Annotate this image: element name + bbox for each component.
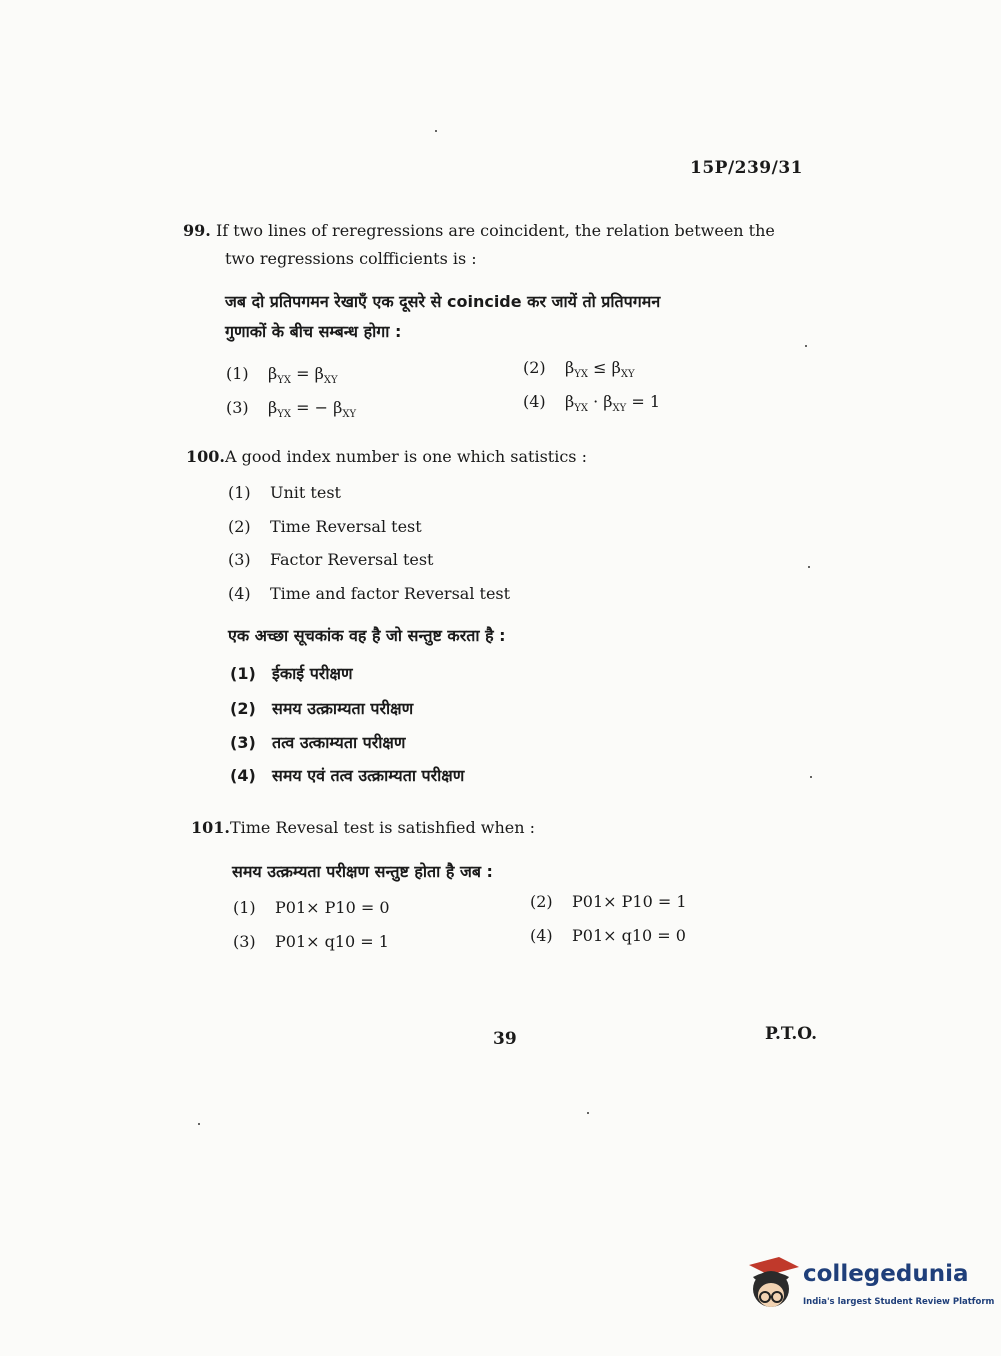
question-text-hi-line1: जब दो प्रतिपगमन रेखाएँ एक दूसरे से coincide कर जायें तो प्रतिपगमन (225, 291, 661, 311)
logo-brand-text: collegedunia (803, 1261, 969, 1287)
scan-speck (805, 345, 807, 347)
q101-option-1: (1) P01× P10 = 0 (233, 898, 390, 917)
q101-option-4: (4) P01× q10 = 0 (530, 926, 686, 945)
q100-en-option-2: (2) Time Reversal test (228, 517, 422, 536)
q100-en-option-1: (1) Unit test (228, 483, 341, 502)
logo-tagline: India's largest Student Review Platform (803, 1297, 995, 1307)
question-number: 99. (183, 221, 211, 240)
question-text-hi-line2: गुणाकों के बीच सम्बन्ध होगा : (225, 322, 402, 342)
q100-hi-option-1: (1) ईकाई परीक्षण (230, 664, 353, 683)
q99-option-4: (4) $\beta_{YX} \cdot \beta_{XY} = 1$ (523, 392, 661, 415)
question-text-en-line1: If two lines of reregressions are coincident, the relation between the (215, 221, 775, 240)
q99-option-3: (3) $\beta_{YX}$ = − $\beta_{XY}$ (226, 398, 357, 421)
scan-speck (810, 776, 812, 778)
q100-hi-option-3: (3) तत्व उत्काम्यता परीक्षण (230, 733, 406, 752)
question-101 (191, 817, 535, 839)
scan-speck (587, 1112, 589, 1114)
paper-code: 15P/239/31 (690, 158, 804, 178)
scan-speck (198, 1123, 200, 1125)
q100-en-option-4: (4) Time and factor Reversal test (228, 584, 511, 603)
scan-speck (808, 566, 810, 568)
q101-option-3: (3) P01× q10 = 1 (233, 932, 389, 951)
question-text-hi: समय उत्क्रम्यता परीक्षण सन्तुष्ट होता है जब : (232, 862, 493, 881)
question-text-en-line2: two regressions colfficients is : (225, 249, 477, 269)
question-100 (186, 446, 587, 468)
scan-speck (435, 130, 437, 132)
q101-option-2: (2) P01× P10 = 1 (530, 892, 687, 911)
question-text-en: A good index number is one which satistics : (224, 447, 587, 466)
q100-hi-option-4: (4) समय एवं तत्व उत्क्राम्यता परीक्षण (230, 766, 465, 785)
question-text-en: Time Revesal test is satishfied when : (229, 818, 536, 837)
question-number: 101. (191, 818, 230, 837)
q100-hi-option-2: (2) समय उत्क्राम्यता परीक्षण (230, 699, 414, 718)
pto-label: P.T.O. (765, 1024, 817, 1044)
question-99 (183, 220, 813, 344)
q100-en-option-3: (3) Factor Reversal test (228, 550, 434, 569)
collegedunia-logo (745, 1255, 995, 1325)
question-number: 100. (186, 447, 225, 466)
page-number: 39 (493, 1029, 517, 1049)
question-text-hi: एक अच्छा सूचकांक वह है जो सन्तुष्ट करता है : (228, 626, 506, 645)
q99-option-2: (2) $\beta_{YX} \le \beta_{XY}$ (523, 358, 635, 381)
q99-option-1: (1) $\beta_{YX} = \beta_{XY}$ (226, 364, 338, 387)
mascot-icon (745, 1255, 801, 1317)
